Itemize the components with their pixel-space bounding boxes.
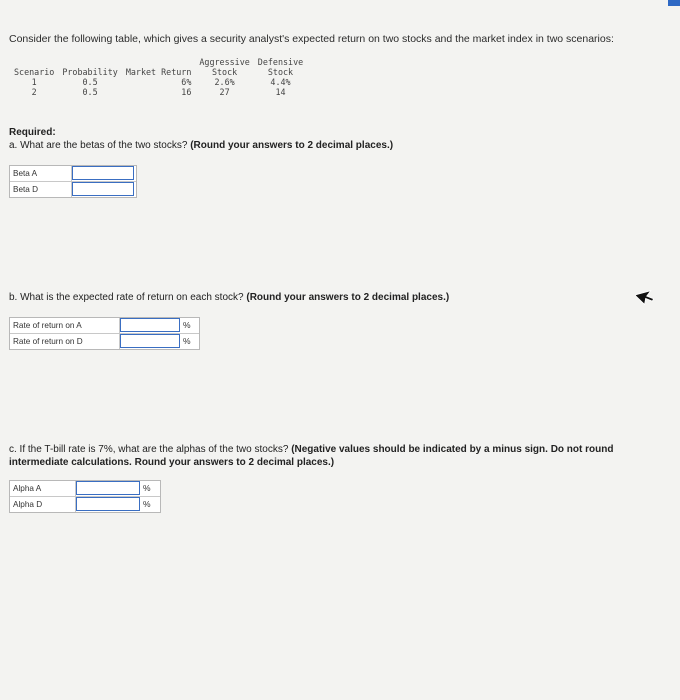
table-row xyxy=(10,318,199,334)
cell-defensive: 14 xyxy=(275,87,286,97)
header-defensive-line1: Defensive xyxy=(257,57,304,67)
table-row xyxy=(10,481,160,497)
alpha-d-unit: % xyxy=(143,499,151,509)
return-answer-table xyxy=(9,317,200,350)
return-d-unit: % xyxy=(183,336,191,346)
table-row xyxy=(10,497,160,512)
beta-d-input[interactable] xyxy=(72,182,134,196)
header-defensive xyxy=(254,57,307,77)
question-c-instruction: (Negative values should be indicated by a minus sign. Do not round intermediate calculations. Round your answers to 2 decimal places.) xyxy=(9,444,614,468)
question-c-text: c. If the T-bill rate is 7%, what are the alphas of the two stocks? xyxy=(9,444,292,455)
table-row xyxy=(10,166,136,182)
beta-answer-table xyxy=(9,165,137,198)
alpha-d-label: Alpha D xyxy=(10,497,76,512)
top-accent-bar xyxy=(668,0,680,6)
cell-scenario: 2 xyxy=(31,87,37,97)
question-b-instruction: (Round your answers to 2 decimal places.) xyxy=(246,292,450,303)
question-b xyxy=(9,291,449,304)
question-a xyxy=(9,139,393,152)
cell-market-return: 6% xyxy=(181,77,192,87)
question-b-text: b. What is the expected rate of return on each stock? xyxy=(9,292,247,303)
table-row xyxy=(10,87,307,97)
scenario-table xyxy=(10,57,307,97)
intro-text: Consider the following table, which gives a security analyst's expected return on two stocks and the market index in two scenarios: xyxy=(9,33,614,45)
return-a-unit: % xyxy=(183,320,191,330)
header-probability: Probability xyxy=(62,67,118,77)
return-d-label: Rate of return on D xyxy=(10,334,120,349)
beta-a-input[interactable] xyxy=(72,166,134,180)
alpha-a-input[interactable] xyxy=(76,481,140,495)
cell-scenario: 1 xyxy=(31,77,37,87)
question-a-text: a. What are the betas of the two stocks? xyxy=(9,140,191,151)
required-heading: Required: xyxy=(9,127,56,138)
header-defensive-line2: Stock xyxy=(267,67,294,77)
question-a-instruction: (Round your answers to 2 decimal places.) xyxy=(190,140,394,151)
header-aggressive-line1: Aggressive xyxy=(199,57,250,67)
return-a-input[interactable] xyxy=(120,318,180,332)
cell-probability: 0.5 xyxy=(82,77,98,87)
beta-a-label: Beta A xyxy=(10,166,72,181)
cell-aggressive: 27 xyxy=(219,87,230,97)
beta-d-label: Beta D xyxy=(10,182,72,197)
question-c xyxy=(9,443,669,469)
header-scenario: Scenario xyxy=(14,67,55,77)
header-aggressive xyxy=(195,57,253,77)
table-row xyxy=(10,334,199,349)
cell-aggressive: 2.6% xyxy=(214,77,235,87)
table-row xyxy=(10,182,136,197)
alpha-a-label: Alpha A xyxy=(10,481,76,496)
cell-probability: 0.5 xyxy=(82,87,98,97)
alpha-a-unit: % xyxy=(143,483,151,493)
table-header-row xyxy=(10,57,307,77)
cell-defensive: 4.4% xyxy=(270,77,291,87)
return-a-label: Rate of return on A xyxy=(10,318,120,333)
required-section xyxy=(9,126,393,152)
alpha-answer-table xyxy=(9,480,161,513)
header-market-return: Market Return xyxy=(125,67,192,77)
return-d-input[interactable] xyxy=(120,334,180,348)
table-row xyxy=(10,77,307,87)
cell-market-return: 16 xyxy=(181,87,192,97)
header-aggressive-line2: Stock xyxy=(211,67,238,77)
alpha-d-input[interactable] xyxy=(76,497,140,511)
mouse-pointer-icon xyxy=(636,286,656,306)
